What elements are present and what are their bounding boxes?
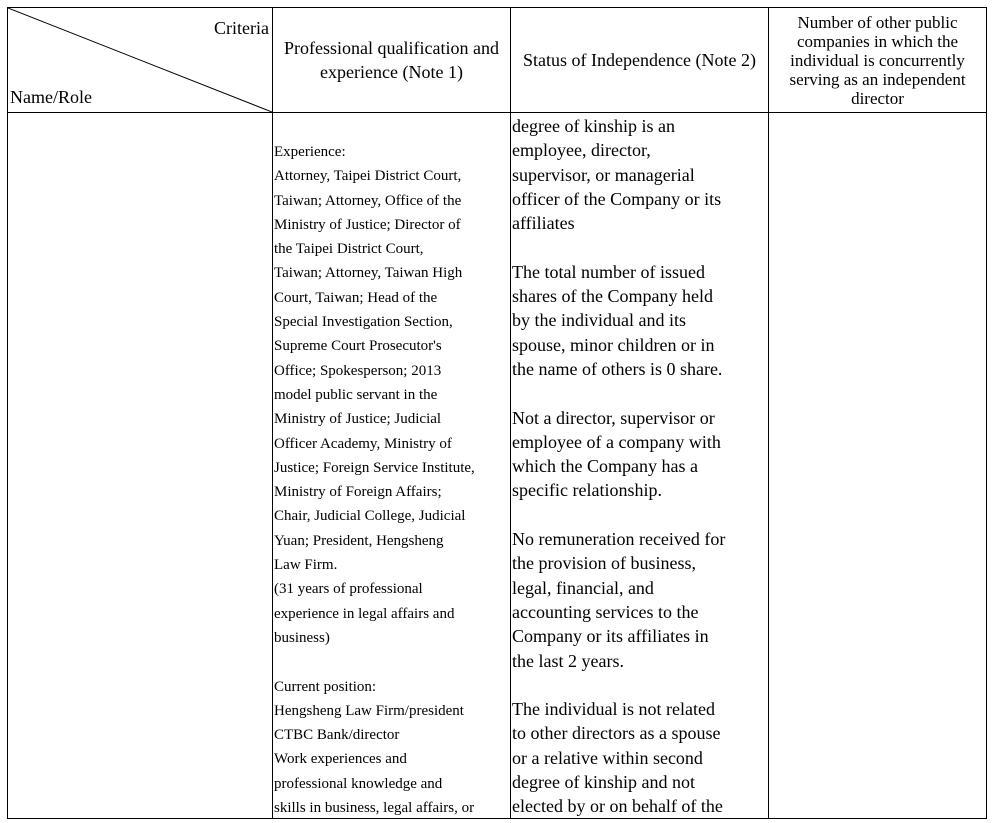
independence-line: legal, financial, and <box>512 577 654 598</box>
header-criteria: Criteria <box>214 18 269 38</box>
independence-line: employee, director, <box>512 140 651 161</box>
name-role-cell <box>8 113 272 818</box>
qualification-line: Current position: <box>274 678 377 695</box>
qualification-line: business) <box>274 629 330 646</box>
other-companies-cell <box>769 113 986 818</box>
qualification-line: Justice; Foreign Service Institute, <box>274 459 475 476</box>
paragraph-gap <box>274 650 510 674</box>
director-qualification-table <box>7 7 987 819</box>
qualification-line: Supreme Court Prosecutor's <box>274 338 442 355</box>
independence-line: degree of kinship and not <box>512 772 695 793</box>
qualification-line: model public servant in the <box>274 386 438 403</box>
independence-line: degree of kinship is an <box>512 116 675 136</box>
header-independence: Status of Independence (Note 2) <box>523 50 756 70</box>
header-qualification: Professional qualification and experience (Note 1) <box>284 38 499 82</box>
header-name-role: Name/Role <box>10 87 92 107</box>
independence-line: the last 2 years. <box>512 650 624 671</box>
independence-line: accounting services to the <box>512 601 699 622</box>
independence-line: specific relationship. <box>512 480 662 501</box>
qualification-line: Yuan; President, Hengsheng <box>274 532 444 549</box>
qualification-line: Chair, Judicial College, Judicial <box>274 508 466 525</box>
qualification-line: Ministry of Foreign Affairs; <box>274 484 442 501</box>
qualification-line: CTBC Bank/director <box>274 727 400 744</box>
qualification-line: Taiwan; Attorney, Taiwan High <box>274 265 463 282</box>
qualification-line: Experience: <box>274 144 346 160</box>
qualification-line: Court, Taiwan; Head of the <box>274 289 438 306</box>
paragraph-gap <box>512 673 768 697</box>
independence-line: elected by or on behalf of the <box>512 796 723 817</box>
qualification-cell <box>274 140 510 820</box>
qualification-line: Hengsheng Law Firm/president <box>274 702 464 719</box>
header-other-companies: Number of other public companies in which the individual is concurrently serving as an independent director <box>789 12 966 108</box>
independence-line: Not a director, supervisor or <box>512 407 715 428</box>
qualification-line: the Taipei District Court, <box>274 241 424 258</box>
independence-line: shares of the Company held <box>512 286 713 307</box>
qualification-line: Special Investigation Section, <box>274 314 453 331</box>
qualification-line: professional knowledge and <box>274 775 443 792</box>
independence-line: to other directors as a spouse <box>512 723 721 744</box>
qualification-line: skills in business, legal affairs, or <box>274 800 475 817</box>
qualification-line: Ministry of Justice; Director of <box>274 216 461 233</box>
diagonal-header-cell <box>8 8 272 112</box>
independence-line: supervisor, or managerial <box>512 164 695 185</box>
qualification-line: Taiwan; Attorney, Office of the <box>274 192 462 209</box>
paragraph-gap <box>512 235 768 259</box>
independence-line: The total number of issued <box>512 261 705 282</box>
column-divider <box>510 8 511 818</box>
independence-line: affiliates <box>512 213 575 234</box>
independence-line: by the individual and its <box>512 310 686 331</box>
qualification-line: Office; Spokesperson; 2013 <box>274 362 442 379</box>
qualification-line: (31 years of professional <box>274 581 423 598</box>
independence-cell <box>512 114 768 819</box>
independence-line: the name of others is 0 share. <box>512 358 723 379</box>
independence-line: employee of a company with <box>512 431 721 452</box>
independence-line: which the Company has a <box>512 456 698 477</box>
qualification-line: Work experiences and <box>274 751 407 768</box>
paragraph-gap <box>512 381 768 405</box>
qualification-line: Attorney, Taipei District Court, <box>274 168 462 185</box>
qualification-line: Law Firm. <box>274 557 338 574</box>
independence-line: spouse, minor children or in <box>512 334 715 355</box>
paragraph-gap <box>512 503 768 527</box>
column-divider <box>272 8 273 818</box>
independence-line: or a relative within second <box>512 747 703 768</box>
qualification-line: experience in legal affairs and <box>274 605 455 622</box>
independence-line: The individual is not related <box>512 699 715 720</box>
independence-line: Company or its affiliates in <box>512 626 709 647</box>
independence-line: No remuneration received for <box>512 529 726 550</box>
independence-line: the provision of business, <box>512 553 696 574</box>
qualification-line: Officer Academy, Ministry of <box>274 435 452 452</box>
qualification-line: Ministry of Justice; Judicial <box>274 411 442 428</box>
independence-line: officer of the Company or its <box>512 188 722 209</box>
